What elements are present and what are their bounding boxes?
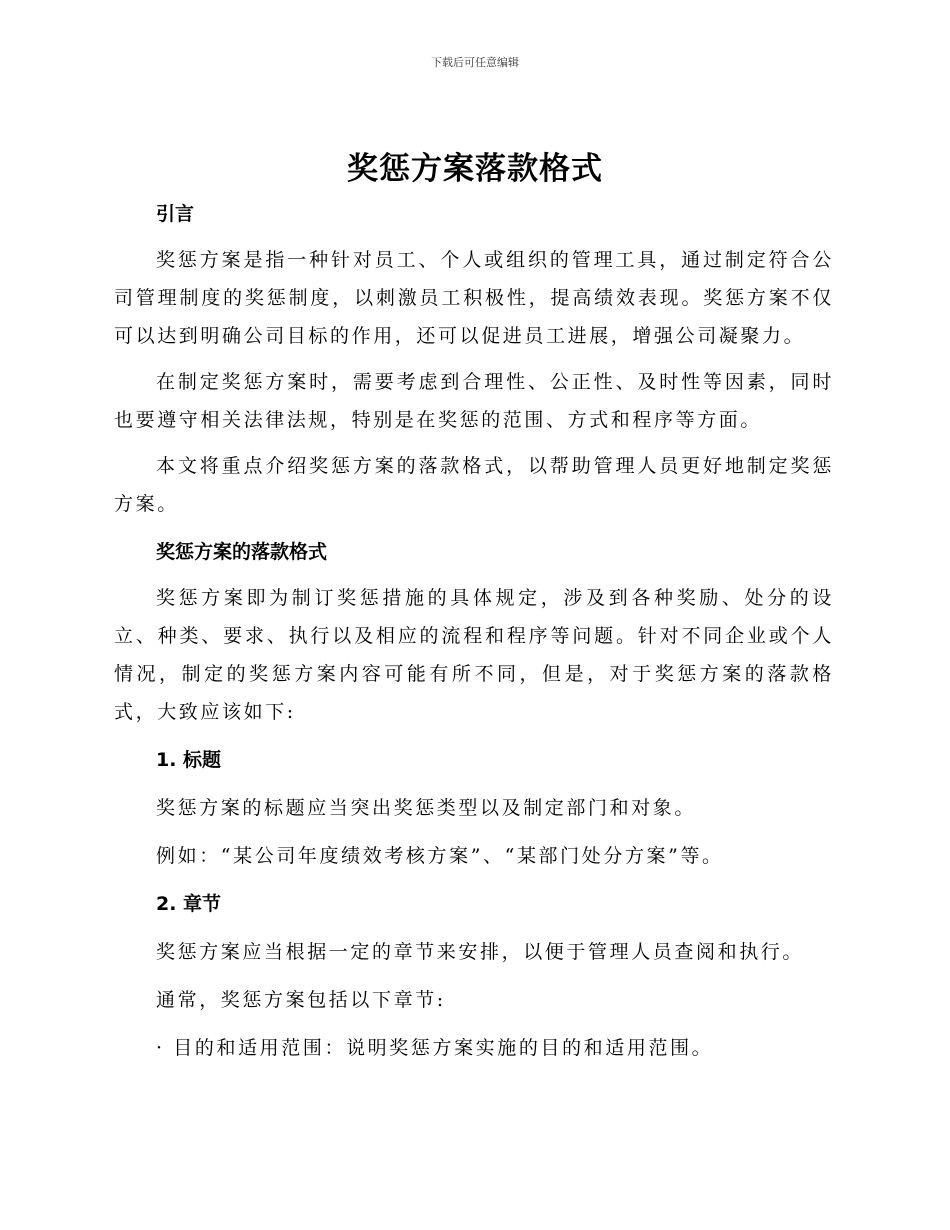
format-heading: 奖惩方案的落款格式	[156, 541, 328, 563]
subsection-2-paragraph-2: 通常，奖惩方案包括以下章节:	[156, 989, 446, 1011]
subsection-2-paragraph-1: 奖惩方案应当根据一定的章节来安排，以便于管理人员查阅和执行。	[156, 941, 805, 963]
subsection-1-paragraph-1: 奖惩方案的标题应当突出奖惩类型以及制定部门和对象。	[156, 797, 697, 819]
subsection-1-paragraph-2: 例如：“某公司年度绩效考核方案”、“某部门处分方案”等。	[156, 845, 724, 867]
subsection-2-heading: 2. 章节	[156, 893, 222, 915]
document-body	[114, 195, 834, 1067]
intro-paragraph-3: 本文将重点介绍奖惩方案的落款格式，以帮助管理人员更好地制定奖惩方案。	[114, 455, 834, 515]
intro-paragraph-2: 在制定奖惩方案时，需要考虑到合理性、公正性、及时性等因素，同时也要遵守相关法律法规，特别是在奖惩的范围、方式和程序等方面。	[114, 371, 834, 431]
page-title: 奖惩方案落款格式	[347, 151, 603, 187]
header-note: 下载后可任意编辑	[431, 56, 519, 69]
intro-paragraph-1: 奖惩方案是指一种针对员工、个人或组织的管理工具，通过制定符合公司管理制度的奖惩制度，以刺激员工积极性，提高绩效表现。奖惩方案不仅可以达到明确公司目标的作用，还可以促进员工进展，增强公司凝聚力。	[114, 249, 834, 347]
format-paragraph-1: 奖惩方案即为制订奖惩措施的具体规定，涉及到各种奖励、处分的设立、种类、要求、执行以及相应的流程和程序等问题。针对不同企业或个人情况，制定的奖惩方案内容可能有所不同，但是，对于奖惩方案的落款格式，大致应该如下:	[114, 587, 834, 723]
list-item: · 目的和适用范围：说明奖惩方案实施的目的和适用范围。	[156, 1037, 714, 1059]
subsection-1-heading: 1. 标题	[156, 749, 222, 771]
intro-heading: 引言	[156, 203, 195, 225]
